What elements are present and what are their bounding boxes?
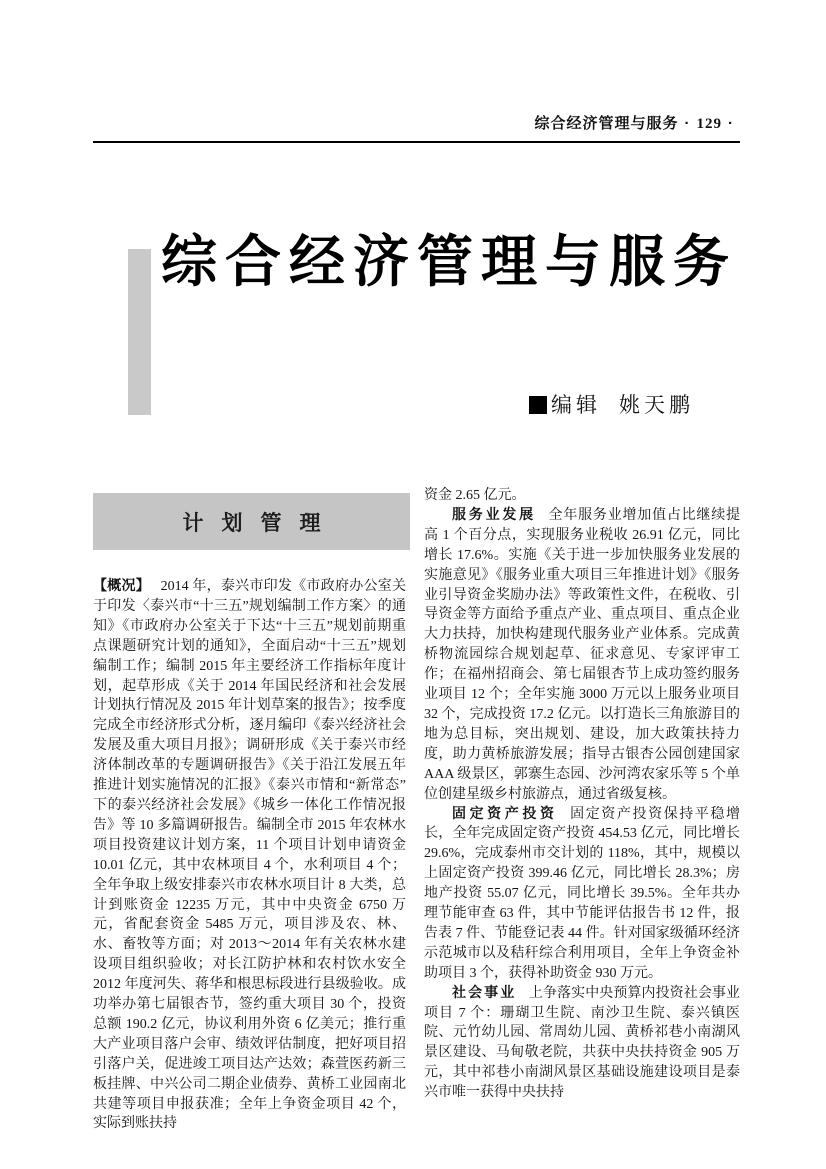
editor-line — [529, 389, 694, 419]
entry-paragraph-social — [424, 984, 740, 1103]
entry-text: 全年服务业增加值占比继续提高 1 个百分点，实现服务业税收 26.91 亿元，同比增长 17.6%。实施《关于进一步加快服务业发展的实施意见》《服务业重大项目三年推进计划》《服务业引导资金奖励办法》等政策性文件，在税收、引导资金等方面给予重点产业、重点项目、重点企业大力扶持，加快构建现代服务业产业体系。完成黄桥物流园综合规划起草、征求意见、专家评审工作；在福州招商会、第七届银杏节上成功签约服务业项目 12 个；全年实施 3000 万元以上服务业项目 32 个，完成投资 17.2 亿元。以打造长三角旅游目的地为总目标，突出规划、建设，加大政策扶持力度，助力黄桥旅游发展；指导古银杏公园创建国家 AAA 级景区，郭寨生态园、沙河湾农家乐等 5 个单位创建星级乡村旅游点，通过省级复核。 — [424, 507, 741, 802]
entry-heading: 固定资产投资 — [452, 806, 558, 822]
overview-label: 【概况】 — [93, 577, 151, 593]
overview-text: 2014 年，泰兴市印发《市政府办公室关于印发〈泰兴市“十三五”规划编制工作方案〉的通知》《市政府办公室关于下达“十三五”规划前期重点课题研究计划的通知》，全面启动“十三五”规划编制工作；编制 2015 年主要经济工作指标年度计划，起草形成《关于 2014 年国民经济和社会发展计划执行情况及 2015 年计划草案的报告》；按季度完成全市经济形式分析，逐月编印《泰兴经济社会发展及重大项目月报》；调研形成《关于泰兴市经济体制改革的专题调研报告》《关于沿江发展五年推进计划实施情况的汇报》《泰兴市情和“新常态”下的泰兴经济社会发展》《城乡一体化工作情况报告》等 10 多篇调研报告。编制全市 2015 年农林水项目投资建议计划方案，11 个项目计划申请资金 10.01 亿元，其中农林项目 4 个，水利项目 4 个；全年争取上级安排泰兴市农林水项目计 8 大类，总计到账资金 12235 万元，其中中央资金 6750 万元，省配套资金 5485 万元，项目涉及农、林、水、畜牧等方面；对 2013～2014 年有关农林水建设项目组织验收；对长江防护林和农村饮水安全 2012 年度河失、蒋华和根思标段进行县级验收。成功举办第七届银杏节，签约重大项目 30 个，投资总额 190.2 亿元，协议利用外资 6 亿美元；推行重大产业项目落户会审、绩效评估制度，把好项目招引落户关，促进竣工项目达产达效；森萱医药新三板挂牌、中兴公司二期企业债券、黄桥工业园南北共建等项目申报获准；全年上争资金项目 42 个，实际到账扶持 — [93, 579, 407, 1132]
left-column — [93, 576, 406, 1134]
editor-name: 姚天鹏 — [619, 393, 694, 417]
page-number: 129 — [696, 116, 722, 132]
header-dot: · — [728, 115, 734, 132]
section-header-title: 计划管理 — [182, 511, 339, 535]
entry-heading: 服务业发展 — [452, 507, 536, 523]
entry-paragraph-investment — [424, 805, 740, 984]
overview-paragraph — [93, 576, 406, 1134]
running-title: 综合经济管理与服务 — [534, 115, 679, 132]
entry-text: 上争落实中央预算内投资社会事业项目 7 个：珊瑚卫生院、南沙卫生院、泰兴镇医院、元竹幼儿园、常周幼儿园、黄桥祁巷小南湖风景区建设、马甸敬老院，共获中央扶持资金 905 万元，其中祁巷小南湖风景区基础设施建设项目是泰兴市唯一获得中央扶持 — [424, 985, 740, 1101]
header-rule — [93, 141, 740, 143]
right-column — [424, 486, 740, 1103]
section-header-box — [93, 493, 410, 550]
editor-label: 编辑 — [551, 393, 601, 417]
entry-heading: 社会事业 — [452, 985, 517, 1001]
continuation-paragraph: 资金 2.65 亿元。 — [424, 488, 526, 503]
entry-text: 固定资产投资保持平稳增长，全年完成固定资产投资 454.53 亿元，同比增长 29.6%，完成泰州市交计划的 118%，其中，规模以上固定资产投资 399.46 亿元，同比增长 28.3%；房地产投资 55.07 亿元，同比增长 39.5%。全年共办理节能审查 63 件，其中节能评估报告书 12 件，报告表 7 件、节能登记表 44 件。针对国家级循环经济示范城市以及秸秆综合利用项目，全年上争资金补助项目 3 个，获得补助资金 930 万元。 — [424, 806, 741, 981]
page-header — [534, 112, 740, 133]
entry-paragraph-services — [424, 506, 740, 805]
chapter-title: 综合经济管理与服务 — [161, 232, 737, 294]
header-dot: · — [684, 115, 691, 132]
title-accent-bar — [128, 249, 151, 415]
editor-square-icon — [529, 396, 547, 414]
